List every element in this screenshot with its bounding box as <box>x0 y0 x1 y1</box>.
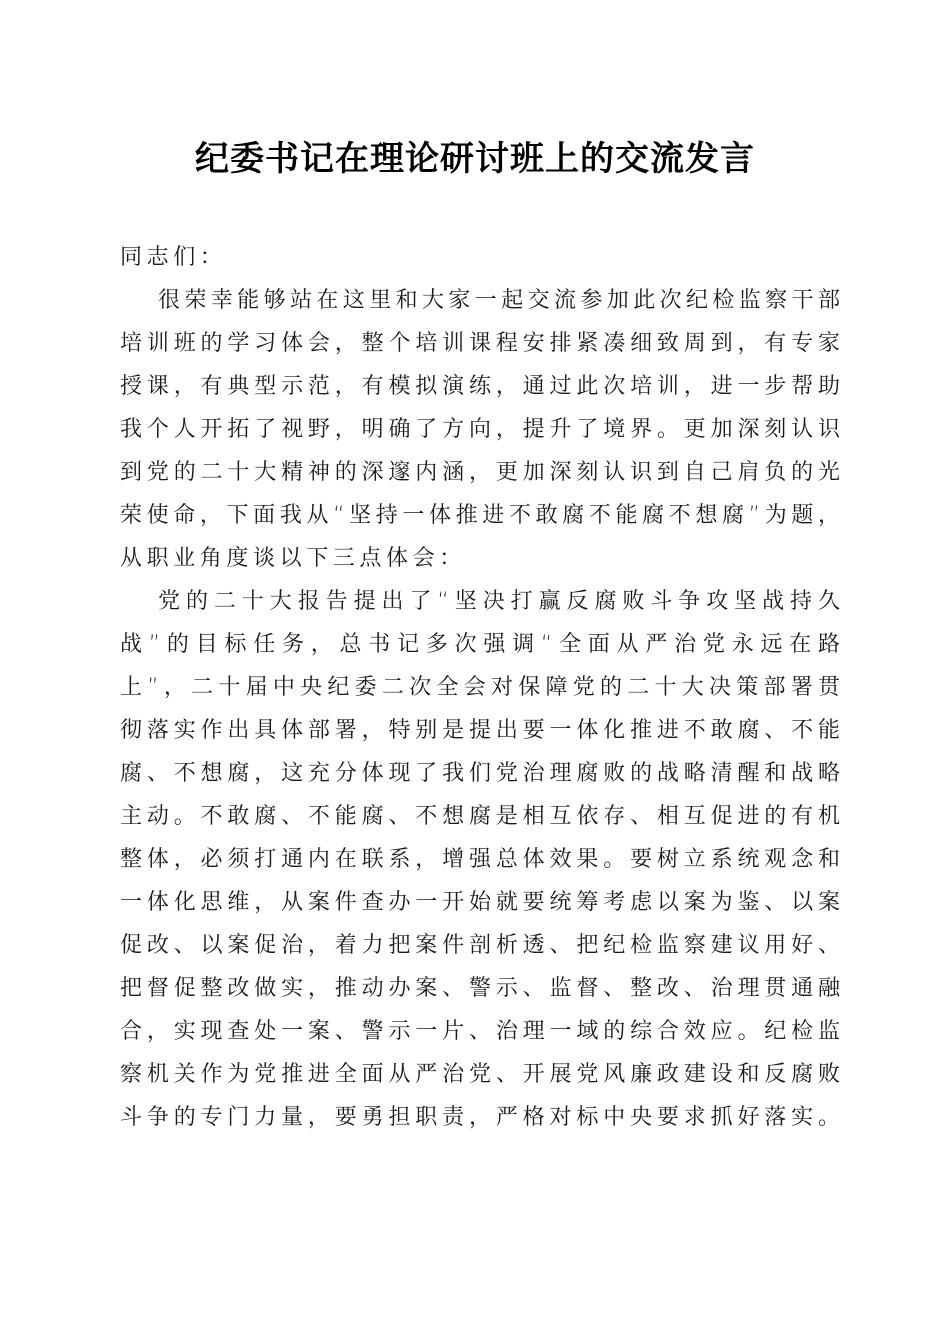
paragraph-line: 彻落实作出具体部署，特别是提出要一体化推进不敢腐、不能 <box>120 718 840 743</box>
paragraph-line: 察机关作为党推进全面从严治党、开展党风廉政建设和反腐败 <box>120 1062 840 1087</box>
paragraph-line: 主动。不敢腐、不能腐、不想腐是相互依存、相互促进的有机 <box>120 804 840 829</box>
paragraph-line: 授课，有典型示范，有模拟演练，通过此次培训，进一步帮助 <box>120 374 840 399</box>
paragraph-line: 荣使命，下面我从“坚持一体推进不敢腐不能腐不想腐”为题， <box>120 503 840 528</box>
paragraph-line: 培训班的学习体会，整个培训课程安排紧凑细致周到，有专家 <box>120 331 840 356</box>
document-title: 纪委书记在理论研讨班上的交流发言 <box>195 139 755 179</box>
paragraph-line: 从职业角度谈以下三点体会： <box>120 546 466 571</box>
paragraph-line: 一体化思维，从案件查办一开始就要统筹考虑以案为鉴、以案 <box>120 890 840 915</box>
paragraph-line: 促改、以案促治，着力把案件剖析透、把纪检监察建议用好、 <box>120 933 840 958</box>
paragraph-line: 斗争的专门力量，要勇担职责，严格对标中央要求抓好落实。 <box>120 1105 840 1130</box>
paragraph-line: 腐、不想腐，这充分体现了我们党治理腐败的战略清醒和战略 <box>120 761 840 786</box>
paragraph-line: 战”的目标任务，总书记多次强调“全面从严治党永远在路 <box>120 632 840 657</box>
paragraph-line: 整体，必须打通内在联系，增强总体效果。要树立系统观念和 <box>120 847 840 872</box>
paragraph-2 <box>120 580 840 1139</box>
document-body <box>120 236 840 1139</box>
paragraph-1 <box>120 279 840 580</box>
paragraph-line: 合，实现查处一案、警示一片、治理一域的综合效应。纪检监 <box>120 1019 840 1044</box>
paragraph-line: 很荣幸能够站在这里和大家一起交流参加此次纪检监察干部 <box>158 288 840 313</box>
paragraph-line: 到党的二十大精神的深邃内涵，更加深刻认识到自己肩负的光 <box>120 460 840 485</box>
paragraph-line: 党的二十大报告提出了“坚决打赢反腐败斗争攻坚战持久 <box>158 589 840 614</box>
paragraph-line: 把督促整改做实，推动办案、警示、监督、整改、治理贯通融 <box>120 976 840 1001</box>
paragraph-line: 上”，二十届中央纪委二次全会对保障党的二十大决策部署贯 <box>120 675 840 700</box>
paragraph-line: 我个人开拓了视野，明确了方向，提升了境界。更加深刻认识 <box>120 417 840 442</box>
salutation: 同志们： <box>120 245 227 270</box>
